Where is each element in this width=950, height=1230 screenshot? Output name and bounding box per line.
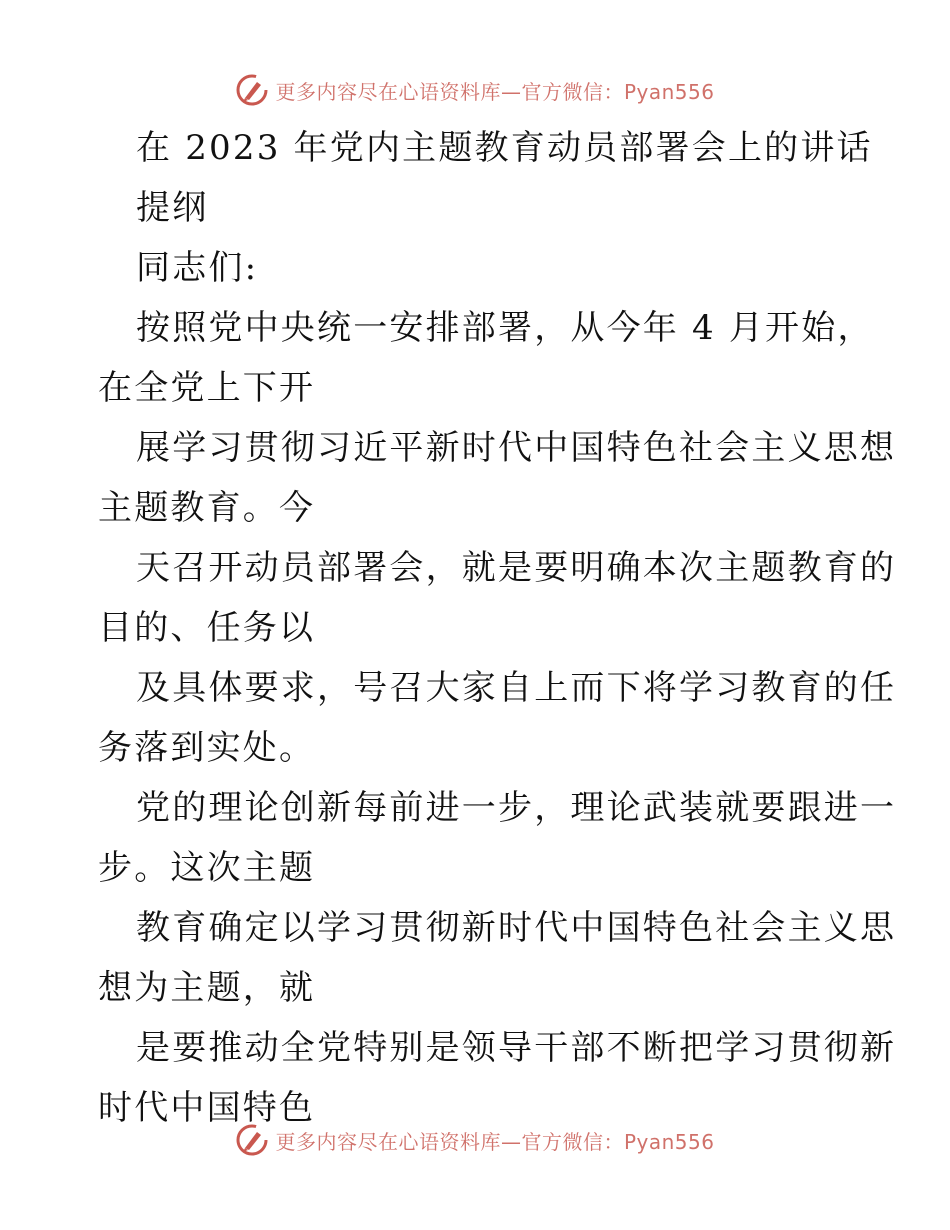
document-line: 及具体要求，号召大家自上而下将学习教育的任 bbox=[136, 668, 897, 708]
document-line: 步。这次主题 bbox=[98, 848, 316, 888]
document-line: 在全党上下开 bbox=[98, 368, 316, 408]
document-line: 想为主题，就 bbox=[98, 968, 316, 1008]
pen-logo-icon bbox=[235, 73, 269, 107]
document-line: 展学习贯彻习近平新时代中国特色社会主义思想 bbox=[136, 428, 897, 468]
document-body bbox=[98, 118, 897, 1138]
pen-logo-icon bbox=[235, 1123, 269, 1157]
header-banner-text: 更多内容尽在心语资料库—官方微信：Pyan556 bbox=[275, 79, 715, 104]
document-line: 提纲 bbox=[136, 188, 209, 228]
footer-banner-text: 更多内容尽在心语资料库—官方微信：Pyan556 bbox=[275, 1129, 715, 1154]
document-line: 教育确定以学习贯彻新时代中国特色社会主义思 bbox=[136, 908, 897, 948]
document-line: 天召开动员部署会，就是要明确本次主题教育的 bbox=[136, 548, 897, 588]
document-line: 同志们: bbox=[136, 248, 259, 288]
document-line: 是要推动全党特别是领导干部不断把学习贯彻新 bbox=[136, 1028, 897, 1068]
document-line: 主题教育。今 bbox=[98, 488, 316, 528]
document-line: 时代中国特色 bbox=[98, 1088, 316, 1128]
footer-banner bbox=[0, 1120, 950, 1160]
document-line: 务落到实处。 bbox=[98, 728, 316, 768]
header-banner bbox=[0, 70, 950, 110]
document-line: 按照党中央统一安排部署，从今年 4 月开始， bbox=[136, 308, 874, 348]
document-line: 党的理论创新每前进一步，理论武装就要跟进一 bbox=[136, 788, 897, 828]
document-line: 在 2023 年党内主题教育动员部署会上的讲话 bbox=[136, 128, 873, 168]
document-line: 目的、任务以 bbox=[98, 608, 316, 648]
